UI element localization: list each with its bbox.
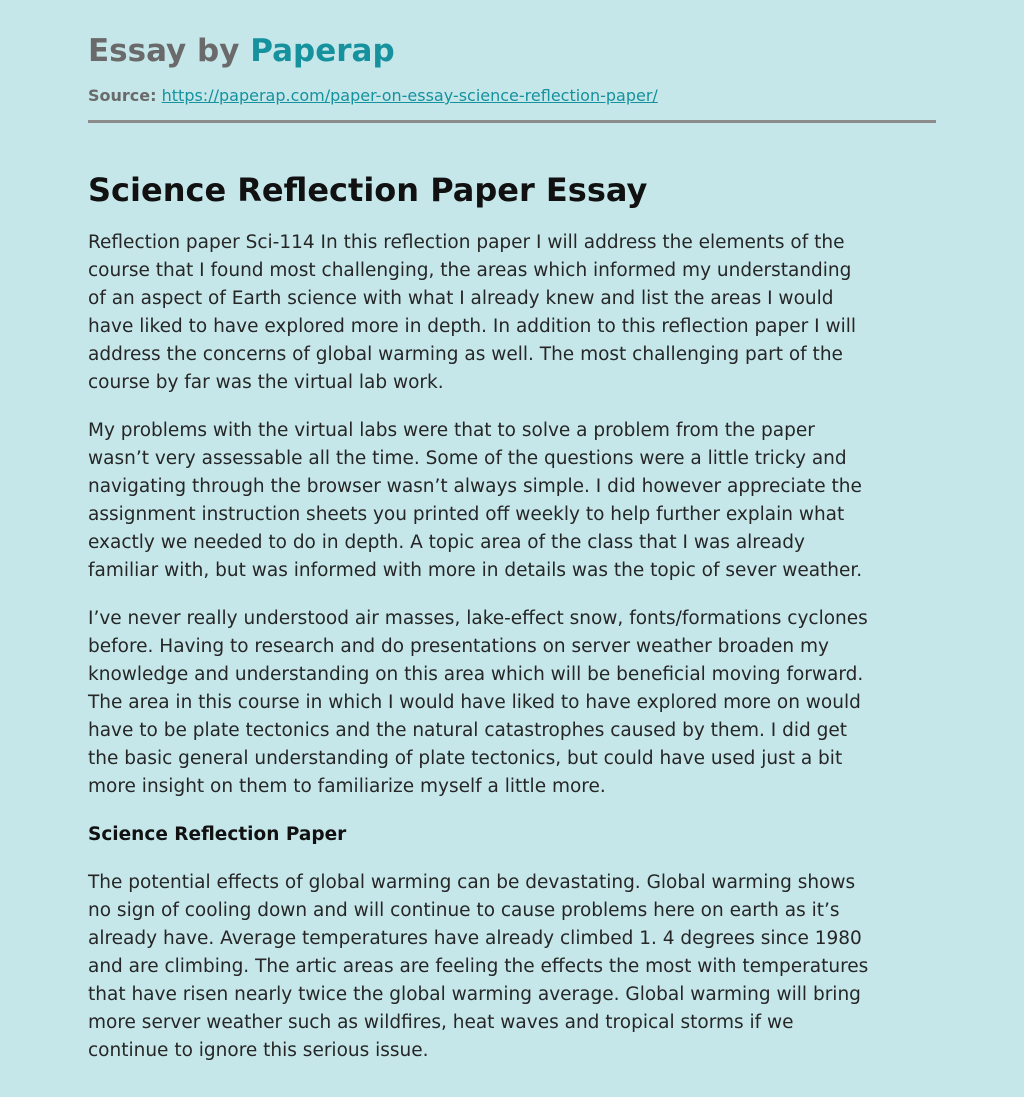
paragraph-line: assignment instruction sheets you printed off weekly to help further explain what [88,504,845,525]
source-link[interactable]: https://paperap.com/paper-on-essay-science-reflection-paper/ [161,86,658,105]
paragraph-line: have to be plate tectonics and the natural catastrophes caused by them. I did get [88,720,848,741]
paragraph-3 [88,605,936,801]
source-label: Source: [88,86,157,105]
paragraph-line: no sign of cooling down and will continue to cause problems here on earth as it’s [88,900,840,921]
paragraph-4 [88,869,936,1065]
paragraph-line: exactly we needed to do in depth. A topic area of the class that I was already [88,532,805,553]
paragraph-line: address the concerns of global warming as well. The most challenging part of the [88,344,843,365]
paragraph-line: Reflection paper Sci-114 In this reflection paper I will address the elements of the [88,232,845,253]
essay-body [88,229,936,1065]
paragraph-line: before. Having to research and do presentations on server weather broaden my [88,636,829,657]
source-line [88,85,936,107]
brand-prefix: Essay by [88,33,251,69]
paragraph-line: course that I found most challenging, the areas which informed my understanding [88,260,852,281]
paragraph-line: knowledge and understanding on this area which will be beneficial moving forward. [88,664,864,685]
brand-name[interactable]: Paperap [250,33,395,69]
section-subheading: Science Reflection Paper [88,824,347,845]
paragraph-line: familiar with, but was informed with more in details was the topic of sever weather. [88,560,863,581]
paragraph-line: of an aspect of Earth science with what I already knew and list the areas I would [88,288,834,309]
paragraph-1 [88,229,936,397]
paragraph-line: more server weather such as wildfires, heat waves and tropical storms if we [88,1012,794,1033]
paragraph-line: I’ve never really understood air masses, lake-effect snow, fonts/formations cyclones [88,608,868,629]
site-brand [88,0,936,70]
paragraph-line: and are climbing. The artic areas are feeling the effects the most with temperatures [88,956,869,977]
paragraph-line: the basic general understanding of plate tectonics, but could have used just a bit [88,748,843,769]
header-divider [88,120,936,123]
paragraph-line: have liked to have explored more in depth. In addition to this reflection paper I will [88,316,857,337]
paragraph-line: course by far was the virtual lab work. [88,372,444,393]
paragraph-line: more insight on them to familiarize myself a little more. [88,776,606,797]
essay-title: Science Reflection Paper Essay [88,171,648,209]
paragraph-line: wasn’t very assessable all the time. Some of the questions were a little tricky and [88,448,847,469]
paragraph-line: continue to ignore this serious issue. [88,1040,429,1061]
paragraph-line: My problems with the virtual labs were that to solve a problem from the paper [88,420,815,441]
paragraph-2 [88,417,936,585]
paragraph-line: navigating through the browser wasn’t always simple. I did however appreciate the [88,476,862,497]
paragraph-line: The potential effects of global warming can be devastating. Global warming shows [88,872,856,893]
paragraph-line: that have risen nearly twice the global warming average. Global warming will bring [88,984,861,1005]
paragraph-line: already have. Average temperatures have already climbed 1. 4 degrees since 1980 [88,928,862,949]
paragraph-line: The area in this course in which I would have liked to have explored more on would [88,692,861,713]
